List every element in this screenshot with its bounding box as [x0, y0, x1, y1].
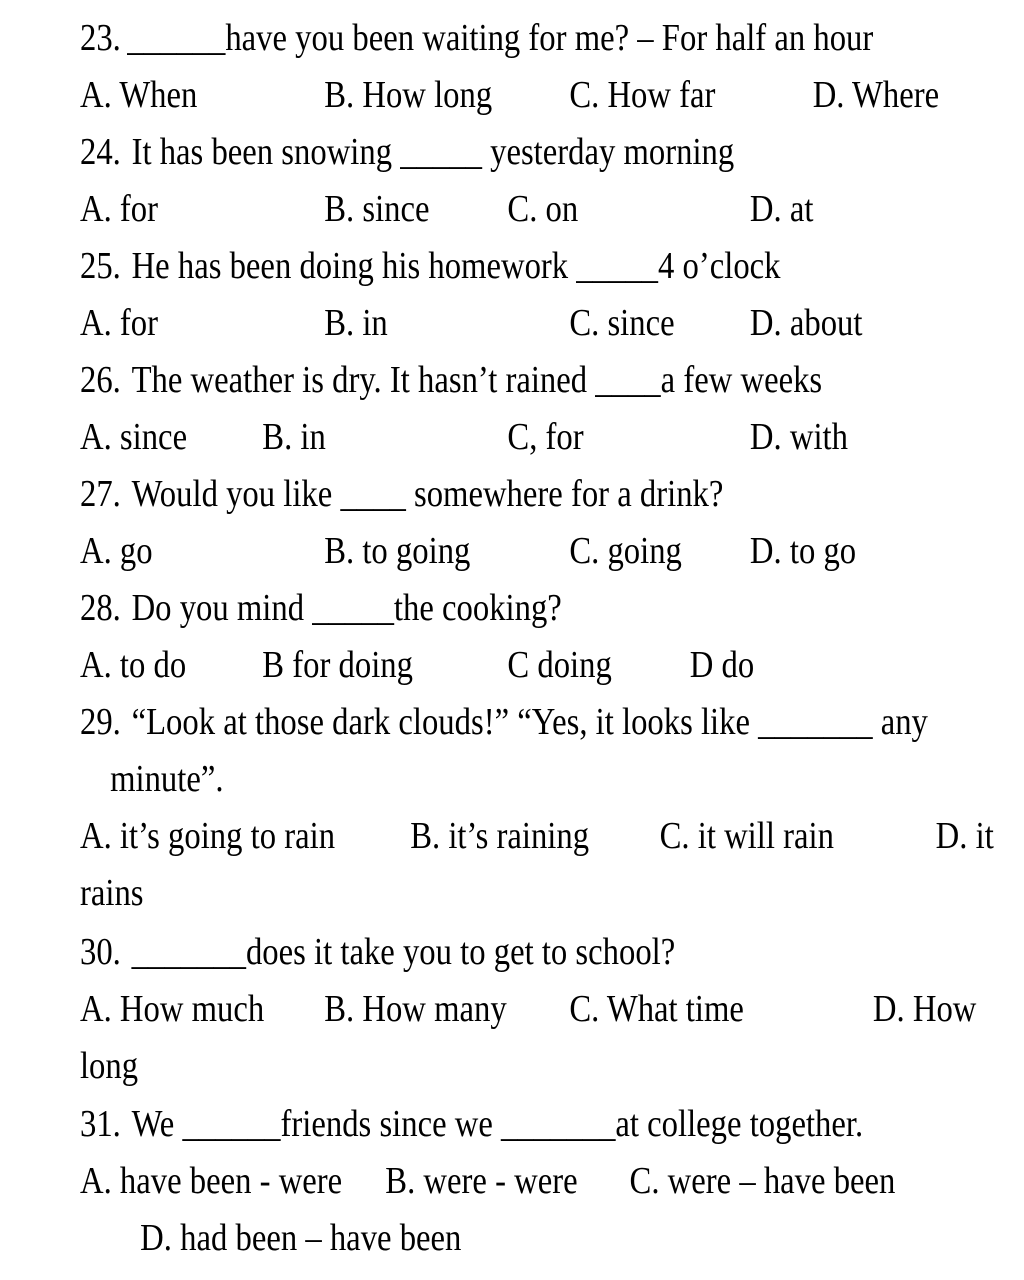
option-c: C, for — [507, 416, 584, 458]
question-text-continued: minute”. — [110, 758, 224, 800]
option-b: B for doing — [262, 644, 413, 686]
option-a: A. How much — [79, 988, 265, 1030]
question-number: 26. — [79, 359, 121, 401]
question-text: It has been snowing _____ yesterday morning — [131, 131, 735, 173]
question-text: _______does it take you to get to school? — [131, 931, 676, 973]
option-b: B. since — [324, 188, 430, 230]
question-number: 23. — [79, 17, 121, 59]
question-text: “Look at those dark clouds!” “Yes, it looks like _______ any — [131, 701, 928, 743]
question-number: 25. — [79, 245, 121, 287]
option-b: B. in — [324, 302, 388, 344]
option-d: D. How — [872, 988, 977, 1030]
option-d: D do — [689, 644, 755, 686]
option-b: B. to going — [324, 530, 471, 572]
question-number: 31. — [79, 1103, 121, 1145]
option-c: C doing — [507, 644, 612, 686]
option-d: D. with — [749, 416, 848, 458]
question-text: Would you like ____ somewhere for a drink? — [131, 473, 724, 515]
option-c: C. were – have been — [629, 1160, 896, 1202]
question-text: We ______friends since we _______at college together. — [131, 1103, 864, 1145]
option-c: C. going — [569, 530, 682, 572]
question-number: 24. — [79, 131, 121, 173]
option-d: D. Where — [812, 74, 940, 116]
question-text: ______have you been waiting for me? – For half an hour — [127, 17, 874, 59]
option-a: A. it’s going to rain — [79, 815, 336, 857]
option-a: A. to do — [79, 644, 187, 686]
option-b: B. in — [262, 416, 326, 458]
option-a: A. go — [79, 530, 153, 572]
question-text: Do you mind _____the cooking? — [131, 587, 562, 629]
option-a: A. for — [79, 188, 159, 230]
question-number: 30. — [79, 931, 121, 973]
option-d-continued: rains — [79, 872, 144, 914]
option-a: A. have been - were — [79, 1160, 343, 1202]
option-d: D. had been – have been — [140, 1217, 462, 1259]
option-d: D. to go — [749, 530, 857, 572]
question-text: The weather is dry. It hasn’t rained ____a few weeks — [131, 359, 823, 401]
option-b: B. How long — [324, 74, 493, 116]
option-c: C. it will rain — [659, 815, 834, 857]
question-number: 28. — [79, 587, 121, 629]
option-d: D. it — [935, 815, 994, 857]
option-c: C. What time — [569, 988, 744, 1030]
option-c: C. since — [569, 302, 675, 344]
question-number: 27. — [79, 473, 121, 515]
option-a: A. for — [79, 302, 159, 344]
question-number: 29. — [79, 701, 121, 743]
option-d-continued: long — [79, 1045, 139, 1087]
option-a: A. When — [79, 74, 198, 116]
option-a: A. since — [79, 416, 188, 458]
option-b: B. How many — [324, 988, 507, 1030]
option-c: C. How far — [569, 74, 716, 116]
option-d: D. at — [749, 188, 814, 230]
question-text: He has been doing his homework _____4 o’clock — [131, 245, 781, 287]
option-c: C. on — [507, 188, 579, 230]
option-b: B. were - were — [385, 1160, 578, 1202]
option-d: D. about — [749, 302, 863, 344]
option-b: B. it’s raining — [410, 815, 590, 857]
